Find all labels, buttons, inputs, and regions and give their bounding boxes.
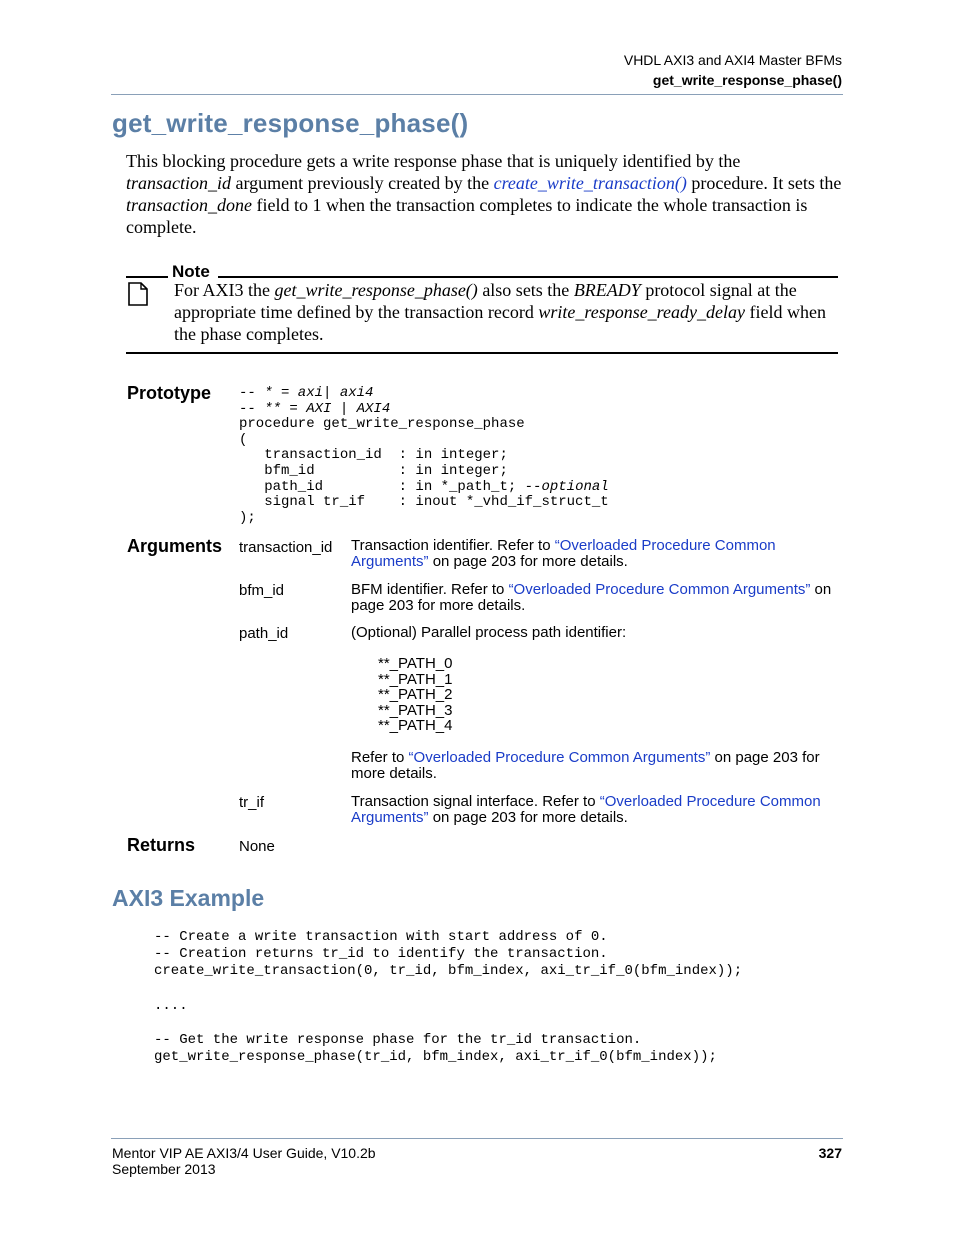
intro-term-transaction-id: transaction_id bbox=[126, 173, 232, 193]
note-page-icon bbox=[128, 282, 148, 306]
intro-paragraph bbox=[126, 150, 842, 238]
page-number: 327 bbox=[818, 1145, 842, 1161]
arg-desc-text: on page 203 for more details. bbox=[428, 552, 628, 570]
arg-desc-text: Refer to bbox=[351, 749, 409, 766]
note-term-bready: BREADY bbox=[573, 280, 641, 300]
note-text bbox=[174, 279, 838, 345]
code-line: get_write_response_phase(tr_id, bfm_index, axi_tr_if_0(bfm_index)); bbox=[154, 1049, 717, 1066]
arg-desc-tr-if bbox=[351, 794, 843, 825]
note-box bbox=[126, 262, 838, 354]
overloaded-args-link[interactable]: “Overloaded Procedure Common Arguments” bbox=[508, 581, 811, 598]
running-header-title: VHDL AXI3 and AXI4 Master BFMs bbox=[623, 52, 842, 68]
note-text-part: protocol signal at the appropriate time defined by the transaction record bbox=[174, 280, 797, 322]
running-header-section: get_write_response_phase() bbox=[652, 72, 842, 88]
note-term-procedure: get_write_response_phase() bbox=[274, 280, 478, 300]
intro-text: procedure. It sets the bbox=[686, 173, 842, 193]
code-line: signal tr_if : inout *_vhd_if_struct_t bbox=[239, 494, 609, 511]
arg-desc-text: Transaction signal interface. Refer to bbox=[351, 793, 600, 810]
note-text-part: For AXI3 the bbox=[174, 280, 275, 300]
intro-text: This blocking procedure gets a write response phase that is uniquely identified by the bbox=[126, 151, 741, 171]
code-line: create_write_transaction(0, tr_id, bfm_index, axi_tr_if_0(bfm_index)); bbox=[154, 963, 743, 980]
note-text-part: also sets the bbox=[477, 280, 574, 300]
overloaded-args-link[interactable]: “Overloaded Procedure Common Arguments” bbox=[351, 793, 821, 826]
arg-desc-text: BFM identifier. Refer to bbox=[351, 581, 509, 598]
code-comment: -- * = axi| axi4 bbox=[239, 385, 374, 401]
path-value: **_PATH_2 bbox=[378, 686, 453, 704]
arg-desc-path-id: (Optional) Parallel process path identifier: bbox=[351, 624, 627, 641]
arg-desc-transaction-id bbox=[351, 538, 843, 569]
path-value: **_PATH_4 bbox=[378, 717, 453, 735]
code-comment: -- ** = AXI | AXI4 bbox=[239, 400, 391, 417]
arguments-label: Arguments bbox=[127, 536, 223, 556]
path-value: **_PATH_0 bbox=[378, 655, 453, 672]
note-text-part: field when the phase completes. bbox=[174, 302, 826, 344]
arg-desc-text: on page 203 for more details. bbox=[428, 808, 628, 826]
note-term-delay: write_response_ready_delay bbox=[538, 302, 745, 322]
footer-rule bbox=[111, 1138, 843, 1139]
prototype-code bbox=[239, 386, 609, 526]
arg-name-bfm-id: bfm_id bbox=[239, 582, 285, 599]
path-id-values-list bbox=[378, 656, 452, 734]
overloaded-args-link[interactable]: “Overloaded Procedure Common Arguments” bbox=[351, 537, 776, 570]
code-line: .... bbox=[154, 997, 188, 1014]
returns-label: Returns bbox=[127, 835, 196, 855]
code-line: -- Get the write response phase for the tr_id transaction. bbox=[154, 1032, 642, 1049]
example-code bbox=[154, 929, 742, 1067]
arg-desc-path-id-ref bbox=[351, 750, 843, 781]
intro-text: field to 1 when the transaction completes to indicate the whole transaction is complete. bbox=[126, 195, 808, 237]
returns-value: None bbox=[239, 838, 275, 855]
arg-name-tr-if: tr_if bbox=[239, 794, 265, 811]
code-comment: --optional bbox=[524, 478, 609, 495]
header-rule bbox=[111, 94, 843, 95]
code-line: ); bbox=[239, 509, 256, 526]
code-line: ( bbox=[239, 431, 248, 448]
note-rule-left bbox=[126, 276, 168, 278]
arg-desc-text: on page 203 for more details. bbox=[351, 581, 832, 614]
code-line: bfm_id : in integer; bbox=[239, 462, 508, 479]
code-line: -- Create a write transaction with start address of 0. bbox=[154, 929, 608, 945]
arg-name-path-id: path_id bbox=[239, 625, 289, 642]
arg-name-transaction-id: transaction_id bbox=[239, 539, 333, 556]
page-title: get_write_response_phase() bbox=[112, 108, 469, 138]
footer-date: September 2013 bbox=[112, 1161, 216, 1177]
arg-desc-text: Transaction identifier. Refer to bbox=[351, 537, 555, 554]
note-rule-right bbox=[218, 276, 838, 278]
path-value: **_PATH_3 bbox=[378, 701, 453, 719]
code-line: path_id : in *_path_t; bbox=[239, 478, 525, 495]
footer-guide-title: Mentor VIP AE AXI3/4 User Guide, V10.2b bbox=[112, 1145, 376, 1161]
create-write-transaction-link[interactable]: create_write_transaction() bbox=[493, 173, 687, 193]
code-line: -- Creation returns tr_id to identify the transaction. bbox=[154, 946, 608, 963]
code-line: transaction_id : in integer; bbox=[239, 447, 508, 464]
path-value: **_PATH_1 bbox=[378, 670, 453, 688]
overloaded-args-link[interactable]: “Overloaded Procedure Common Arguments” bbox=[408, 749, 711, 766]
code-line: procedure get_write_response_phase bbox=[239, 416, 525, 433]
intro-text: argument previously created by the bbox=[231, 173, 494, 193]
arg-desc-text: on page 203 for more details. bbox=[351, 749, 820, 782]
example-heading: AXI3 Example bbox=[112, 885, 265, 911]
note-rule-bottom bbox=[126, 352, 838, 354]
prototype-label: Prototype bbox=[127, 383, 212, 403]
note-label: Note bbox=[172, 262, 210, 281]
intro-term-transaction-done: transaction_done bbox=[126, 195, 252, 215]
arg-desc-bfm-id bbox=[351, 582, 843, 613]
